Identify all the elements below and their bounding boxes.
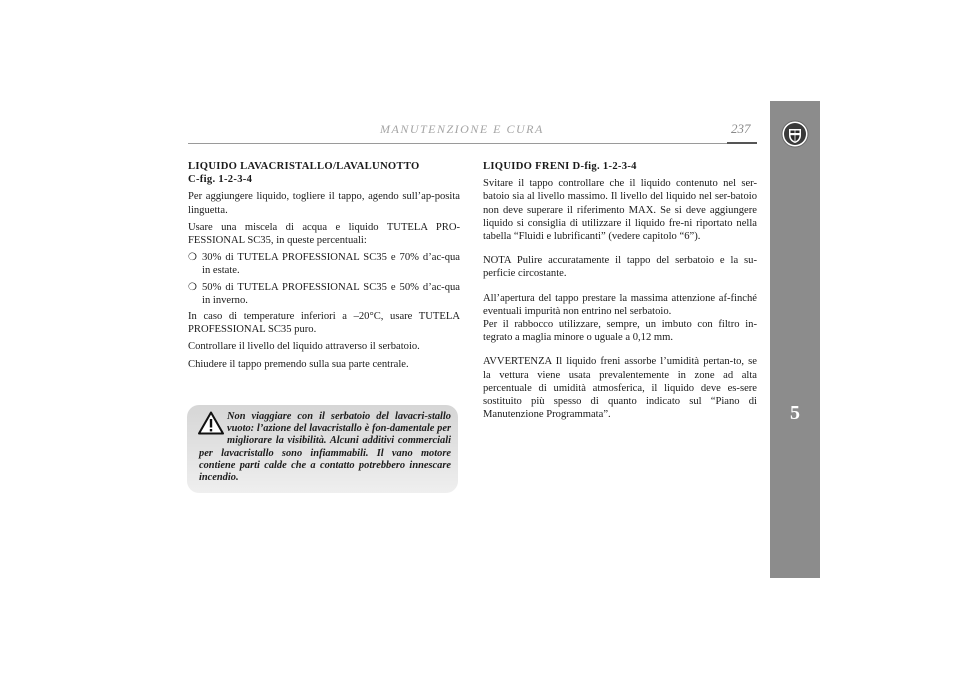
paragraph: In caso di temperature inferiori a –20°C, usare TUTELA PROFESSIONAL SC35 puro. — [188, 311, 460, 336]
warning-text-block — [199, 411, 451, 484]
section-title-line1: LIQUIDO LAVACRISTALLO/LAVALUNOTTO — [188, 161, 420, 172]
right-column — [483, 160, 757, 425]
page-number: 237 — [731, 121, 751, 136]
list-item-text: 30% di TUTELA PROFESSIONAL SC35 e 70% d’ac-qua in estate. — [202, 252, 460, 277]
paragraph-warning: AVVERTENZA Il liquido freni assorbe l’umidità pertan-to, se la vettura viene usata prevalentemente in zone ad alta percentuale di umidità atmosferica, il liquido deve es-sere sostituito più spesso di quanto indicato sul “Piano di Manutenzione Programmata”. — [483, 356, 757, 421]
bullet-circle-icon: ❍ — [188, 281, 197, 293]
header-divider-accent — [727, 142, 757, 144]
section-title-line2: C-fig. 1-2-3-4 — [188, 174, 253, 186]
paragraph-note: NOTA Pulire accuratamente il tappo del serbatoio e la su-perficie circostante. — [483, 255, 757, 280]
bullet-circle-icon: ❍ — [188, 252, 197, 264]
paragraph: Controllare il livello del liquido attraverso il serbatoio. — [188, 341, 420, 353]
paragraph: Usare una miscela di acqua e liquido TUTELA PRO-FESSIONAL SC35, in queste percentuali: — [188, 221, 460, 247]
section-title-brake-fluid: LIQUIDO FRENI D-fig. 1-2-3-4 — [483, 161, 637, 172]
paragraph: All’apertura del tappo prestare la massima attenzione af-finché eventuali impurità non entrino nel serbatoio. — [483, 292, 757, 317]
chapter-number: 5 — [790, 402, 800, 424]
list-item — [188, 251, 460, 277]
paragraph: Per aggiungere liquido, togliere il tappo, agendo sull’ap-posita linguetta. — [188, 191, 460, 216]
paragraph: Svitare il tappo controllare che il liquido contenuto nel ser-batoio sia al livello massimo. Il livello del liquido nel ser-batoio non deve superare il riferimento MAX. Se si deve aggiungere liquido si consiglia di utilizzare il liquido fre-ni riportato nella tabella “Fluidi e lubrificanti” (vedere capitolo “6”). — [483, 178, 757, 243]
list-item-text: 50% di TUTELA PROFESSIONAL SC35 e 50% d’ac-qua in inverno. — [202, 281, 460, 306]
warning-text: Non viaggiare con il serbatoio del lavacri-stallo vuoto: l’azione del lavacristallo è fon-damentale per migliorare la visibilità. Alcuni additivi commerciali per lavacristallo sono infiammabili. Il vano motore contiene parti calde che a contatto potrebbero innescare incendio. — [199, 411, 451, 484]
section-title-washer-fluid — [188, 160, 460, 186]
lancia-shield-icon — [781, 120, 809, 148]
paragraph: Per il rabbocco utilizzare, sempre, un imbuto con filtro in-tegrato a maglia minore o uguale a 0,12 mm. — [483, 319, 757, 344]
chapter-side-tab — [770, 101, 820, 578]
left-column — [188, 160, 460, 375]
header-section-title: MANUTENZIONE E CURA — [380, 122, 544, 136]
paragraph: Chiudere il tappo premendo sulla sua parte centrale. — [188, 358, 409, 370]
list-item — [188, 281, 460, 307]
header-divider — [188, 143, 757, 144]
